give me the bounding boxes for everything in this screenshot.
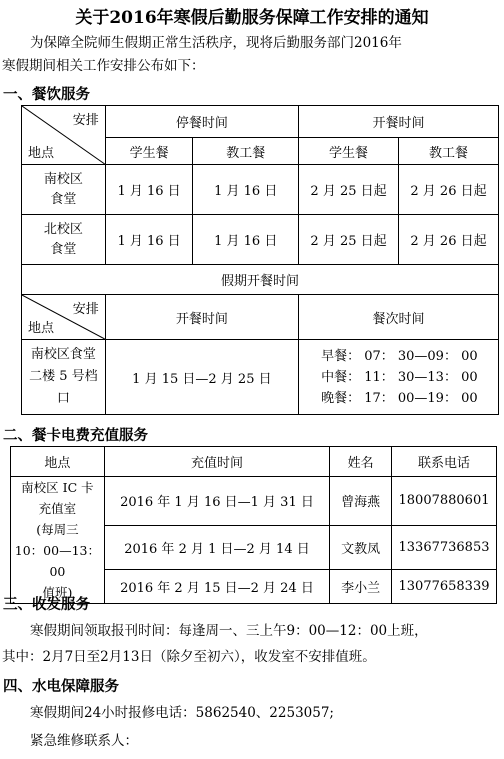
dinner-time: 晚餐： 17： 00—19： 00 [321,390,478,406]
place-line: 南校区 IC 卡 [21,480,94,495]
section-2-heading: 二、餐卡电费充值服务 [3,427,148,444]
recharge-time-cell: 2016 年 1 月 16 日—1 月 31 日 [104,477,329,526]
open-student-cell: 2 月 25 日起 [299,165,399,215]
place-line: (每周三 [36,522,79,537]
diag-label-location: 地点 [28,146,55,161]
contact-phone-cell: 13367736853 [392,525,497,570]
diag-label-arrangement: 安排 [72,302,99,317]
dining-table [21,105,499,415]
col-staff-stop: 教工餐 [193,138,299,165]
intro-line-1: 为保障全院师生假期正常生活秩序，现将后勤服务部门2016年 [30,35,402,51]
place-line: 充值室 [38,501,77,516]
meal-time-header: 餐次时间 [299,295,499,340]
place-line: 10：00—13：00 [14,543,100,579]
open-staff-cell: 2 月 26 日起 [399,165,499,215]
stop-student-cell: 1 月 16 日 [105,165,193,215]
place-line: 值班) [42,585,73,600]
contact-name-cell: 文教凤 [330,525,392,570]
contact-name-cell: 曾海燕 [330,477,392,526]
place-line: 食堂 [50,241,77,257]
holiday-range-cell: 1 月 15 日—2 月 25 日 [105,340,298,415]
open-student-cell: 2 月 25 日起 [299,215,399,265]
place-cell [22,215,106,265]
stop-staff-cell: 1 月 16 日 [193,215,299,265]
place-line: 食堂 [50,191,77,207]
meal-times-cell [299,340,499,415]
stop-staff-cell: 1 月 16 日 [193,165,299,215]
col-student-open: 学生餐 [299,138,399,165]
section-1-heading: 一、餐饮服务 [3,86,90,103]
holiday-meal-header: 假期开餐时间 [22,265,499,295]
lunch-time: 中餐： 11： 30—13： 00 [321,369,478,385]
col-phone-header: 联系电话 [392,447,497,477]
breakfast-time: 早餐： 07： 30—09： 00 [321,348,478,364]
col-staff-open: 教工餐 [399,138,499,165]
stop-time-header: 停餐时间 [105,106,298,138]
table-row [22,165,499,215]
dining-diagonal-header [22,106,106,165]
section-4-line-2: 紧急维修联系人： [30,733,138,749]
table-row [22,340,499,415]
diag-label-arrangement: 安排 [72,113,99,128]
table-row [22,215,499,265]
section-3-line-1: 寒假期间领取报刊时间：每逢周一、三上午9：00—12：00上班， [30,623,428,639]
place-line: 南校区 [43,171,83,187]
open-time-header: 开餐时间 [299,106,499,138]
recharge-time-cell: 2016 年 2 月 15 日—2 月 24 日 [104,570,329,604]
section-3-line-2: 其中：2月7日至2月13日（除夕至初六），收发室不安排值班。 [2,649,376,665]
page-title: 关于2016年寒假后勤服务保障工作安排的通知 [75,8,429,28]
holiday-open-time-header: 开餐时间 [105,295,298,340]
contact-phone-cell: 13077658339 [392,570,497,604]
place-line: 南校区食堂 [30,347,96,362]
col-student-stop: 学生餐 [105,138,193,165]
col-time-header: 充值时间 [104,447,329,477]
place-line: 北校区 [43,221,83,237]
table-row [11,477,497,526]
section-4-heading: 四、水电保障服务 [3,678,119,695]
place-cell [22,165,106,215]
open-staff-cell: 2 月 26 日起 [399,215,499,265]
section-4-line-1: 寒假期间24小时报修电话：5862540、2253057; [30,705,334,721]
col-name-header: 姓名 [330,447,392,477]
intro-line-2: 寒假期间相关工作安排公布如下： [2,58,205,74]
recharge-place-cell [11,477,105,604]
stop-student-cell: 1 月 16 日 [105,215,193,265]
diag-label-location: 地点 [28,321,55,336]
col-place-header: 地点 [11,447,105,477]
holiday-place-cell [22,340,106,415]
holiday-diagonal-header [22,295,106,340]
place-line: 口 [56,391,70,406]
section-3-heading: 三、收发服务 [3,596,90,613]
contact-phone-cell: 18007880601 [392,477,497,526]
recharge-table [10,446,497,604]
recharge-time-cell: 2016 年 2 月 1 日—2 月 14 日 [104,525,329,570]
contact-name-cell: 李小兰 [330,570,392,604]
place-line: 二楼 5 号档 [29,369,98,384]
